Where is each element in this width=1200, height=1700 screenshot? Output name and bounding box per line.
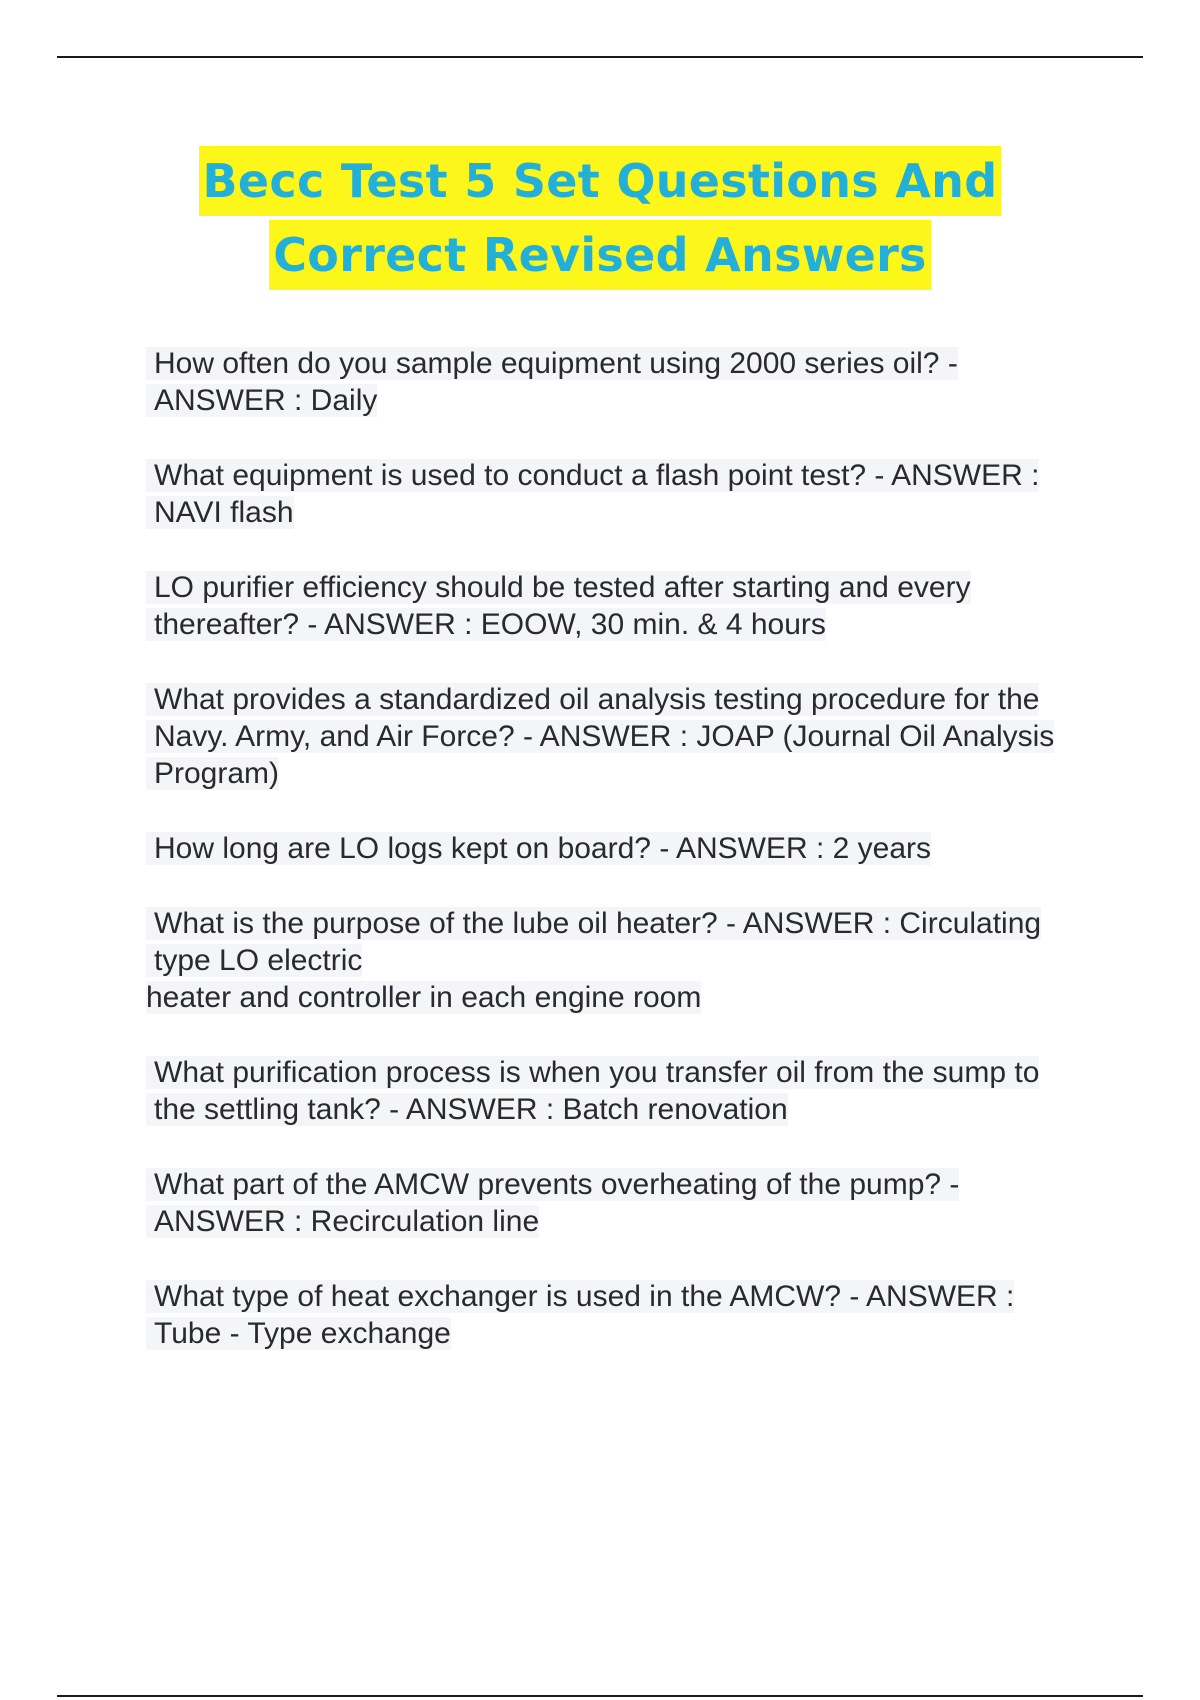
title-line-2: Correct Revised Answers — [269, 220, 930, 290]
qa-text: How long are LO logs kept on board? - ANSWER : 2 years — [146, 832, 931, 865]
qa-text: What type of heat exchanger is used in the AMCW? - ANSWER : Tube - Type exchange — [146, 1280, 1014, 1350]
qa-item — [146, 905, 1086, 1016]
qa-text: What purification process is when you transfer oil from the sump to the settling tank? - ANSWER : Batch renovation — [146, 1056, 1039, 1126]
qa-text: What part of the AMCW prevents overheating of the pump? - ANSWER : Recirculation line — [146, 1168, 959, 1238]
qa-item — [146, 1054, 1086, 1128]
qa-text: LO purifier efficiency should be tested after starting and every thereafter? - ANSWER : EOOW, 30 min. & 4 hours — [146, 571, 971, 641]
qa-item — [146, 1166, 1086, 1240]
bottom-rule — [57, 1695, 1143, 1697]
qa-item — [146, 1278, 1086, 1352]
page-title — [0, 146, 1200, 290]
qa-item — [146, 457, 1086, 531]
qa-text-continuation: heater and controller in each engine room — [146, 981, 702, 1014]
qa-text: What equipment is used to conduct a flash point test? - ANSWER : NAVI flash — [146, 459, 1039, 529]
qa-text: How often do you sample equipment using 2000 series oil? - ANSWER : Daily — [146, 347, 958, 417]
qa-text: What provides a standardized oil analysis testing procedure for the Navy. Army, and Air Force? - ANSWER : JOAP (Journal Oil Analysis Program) — [146, 683, 1054, 790]
title-line-1: Becc Test 5 Set Questions And — [199, 146, 1002, 216]
qa-item — [146, 345, 1086, 419]
top-rule — [57, 56, 1143, 58]
qa-item — [146, 830, 1086, 867]
qa-list — [146, 345, 1086, 1390]
qa-text: What is the purpose of the lube oil heater? - ANSWER : Circulating type LO electric — [146, 907, 1041, 977]
qa-item — [146, 681, 1086, 792]
qa-item — [146, 569, 1086, 643]
